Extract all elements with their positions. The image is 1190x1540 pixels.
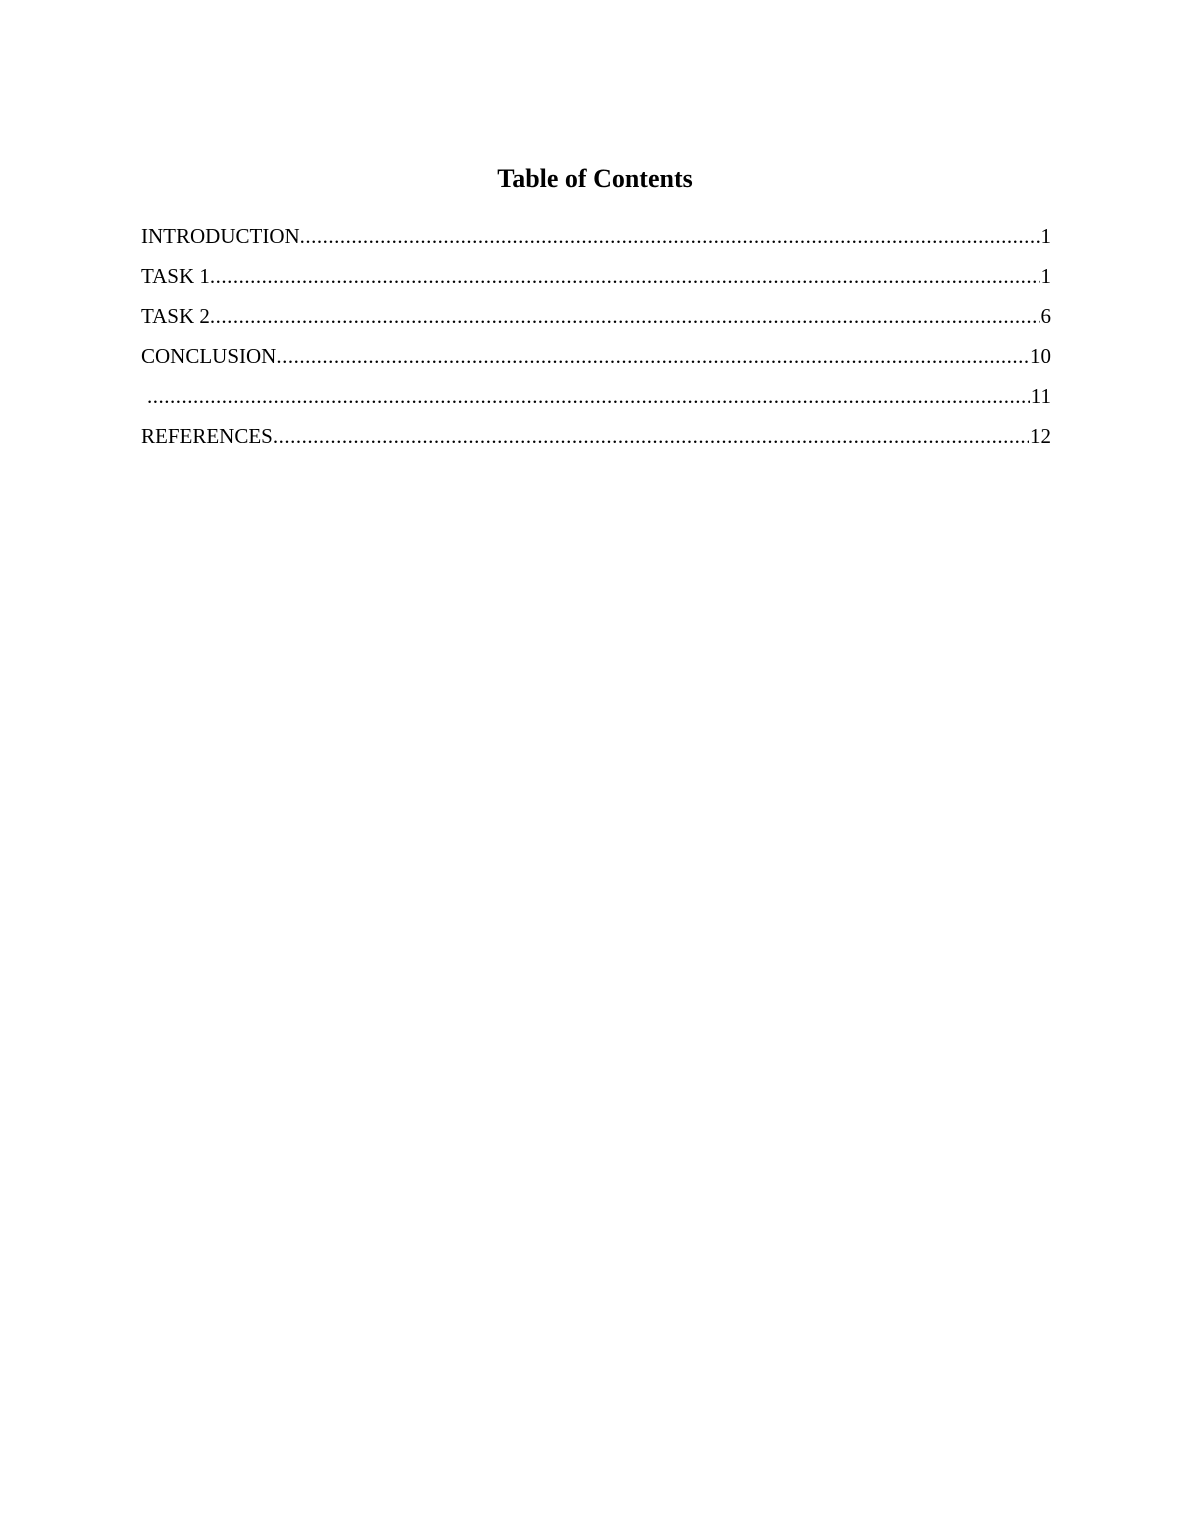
toc-entry-untitled[interactable] xyxy=(141,382,1051,422)
toc-dot-leader xyxy=(210,262,1040,290)
toc-dot-leader xyxy=(276,342,1029,370)
toc-title: Table of Contents xyxy=(497,164,693,193)
toc-entry-introduction[interactable] xyxy=(141,222,1051,262)
toc-entry-page: 1 xyxy=(1040,224,1051,248)
toc-entry-label: TASK 2 xyxy=(141,304,210,328)
toc-entry-conclusion[interactable] xyxy=(141,342,1051,382)
toc-entry-page: 12 xyxy=(1030,424,1051,448)
toc-dot-leader xyxy=(147,382,1030,410)
toc-dot-leader xyxy=(300,222,1040,250)
toc-dot-leader xyxy=(210,302,1040,330)
toc-entry-page: 11 xyxy=(1030,384,1051,408)
toc-entry-page: 10 xyxy=(1030,344,1051,368)
toc-list xyxy=(141,222,1051,462)
toc-entry-label: CONCLUSION xyxy=(141,344,277,368)
toc-entry-label: INTRODUCTION xyxy=(141,224,300,248)
toc-dot-leader xyxy=(273,422,1029,450)
toc-entry-page: 6 xyxy=(1040,304,1051,328)
toc-entry-references[interactable] xyxy=(141,422,1051,462)
toc-entry-page: 1 xyxy=(1040,264,1051,288)
toc-entry-task-1[interactable] xyxy=(141,262,1051,302)
toc-entry-label: REFERENCES xyxy=(141,424,273,448)
toc-entry-task-2[interactable] xyxy=(141,302,1051,342)
toc-entry-label: TASK 1 xyxy=(141,264,210,288)
